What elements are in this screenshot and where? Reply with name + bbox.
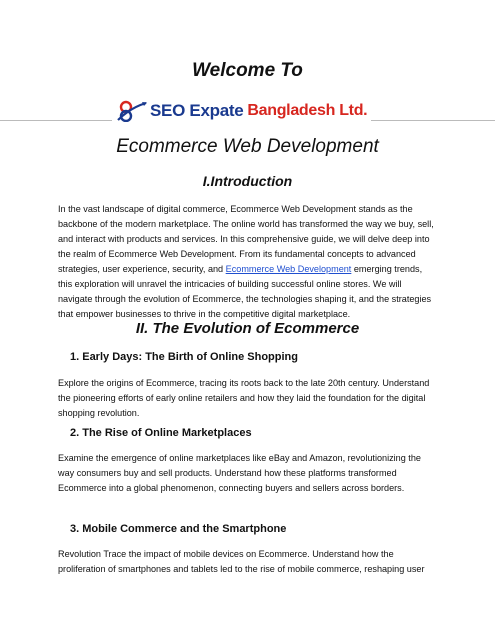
evolution-heading: II. The Evolution of Ecommerce — [135, 320, 360, 337]
intro-text-after-link: emerging trends, this exploration will unravel the intricacies of building successful online stores. We will navigate through the evolution of Ecommerce, the technologies shaping it, and the strategies that empower businesses to thrive in the competitive digital marketplace. — [58, 264, 432, 319]
intro-paragraph — [58, 202, 438, 322]
logo-swoosh-icon — [116, 100, 148, 122]
document-title: Ecommerce Web Development — [116, 136, 379, 157]
paragraph-mobile-commerce: Revolution Trace the impact of mobile devices on Ecommerce. Understand how the proliferation of smartphones and tablets led to the rise of mobile commerce, reshaping user — [58, 549, 425, 574]
paragraph-online-marketplaces: Examine the emergence of online marketplaces like eBay and Amazon, revolutionizing the way consumers buy and sell products. Understand how these platforms transformed Ecommerce into a global phenomenon, connecting buyers and sellers across borders. — [58, 453, 421, 493]
logo-banner — [0, 98, 495, 124]
paragraph-early-days: Explore the origins of Ecommerce, tracing its roots back to the late 20th century. Understand the pioneering efforts of early online retailers and how they laid the foundation for the digital shopping revolution. — [58, 378, 430, 418]
ecommerce-web-development-link[interactable]: Ecommerce Web Development — [225, 264, 352, 274]
subheading-online-marketplaces: 2. The Rise of Online Marketplaces — [70, 427, 252, 439]
logo-brand-text: SEO Expate — [150, 101, 244, 120]
company-logo — [112, 98, 371, 124]
intro-heading: I.Introduction — [202, 173, 293, 189]
logo-region-text: Bangladesh Ltd. — [247, 102, 368, 119]
welcome-heading: Welcome To — [192, 60, 303, 81]
subheading-early-days: 1. Early Days: The Birth of Online Shopping — [70, 351, 298, 363]
subheading-mobile-commerce: 3. Mobile Commerce and the Smartphone — [70, 523, 287, 535]
intro-text-before-link: In the vast landscape of digital commerce, Ecommerce Web Development stands as the backbone of the modern marketplace. The online world has transformed the way we buy, sell, and interact with products and services. In this comprehensive guide, we will delve deep into the realm of Ecommerce Web Development. From its fundamental concepts to advanced strategies, user experience, security, and — [58, 204, 434, 274]
